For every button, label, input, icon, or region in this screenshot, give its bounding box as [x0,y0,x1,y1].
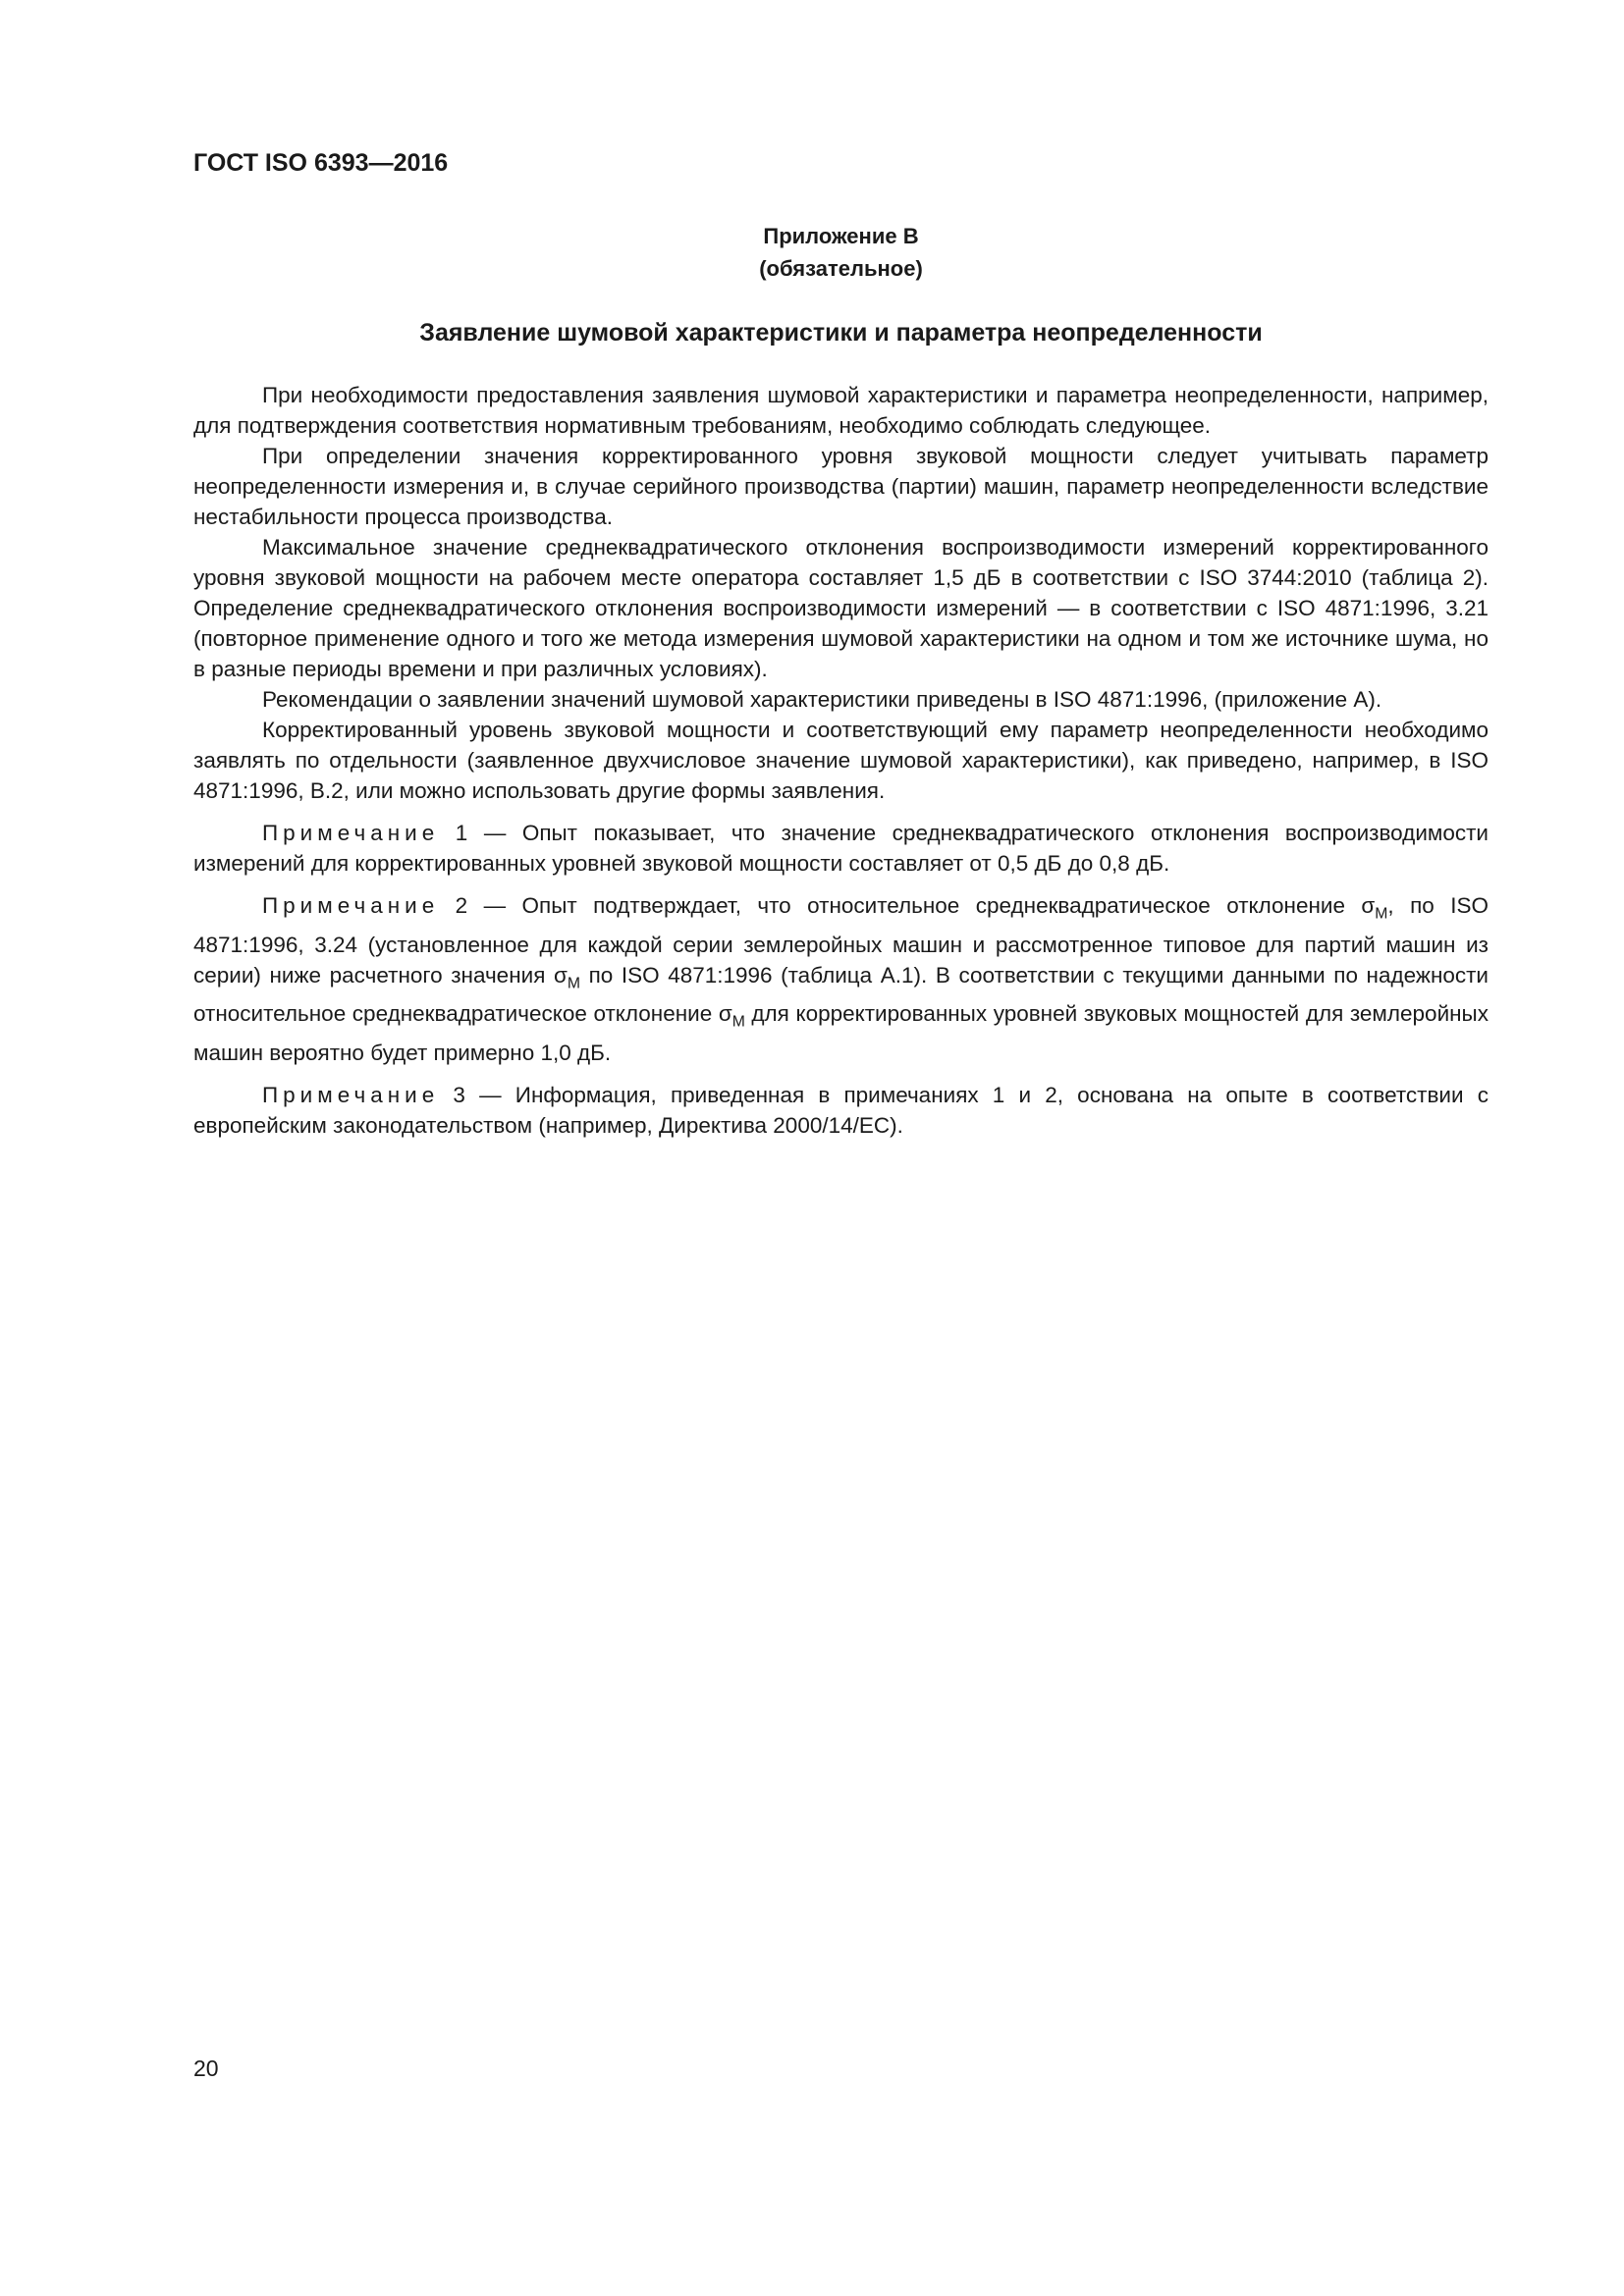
note-text: по ISO 4871:1996 (таблица А.1). В соответствии с текущими данными по надежности относительное среднеквадратическое отклонение σ [193,962,1489,1026]
note-1 [193,818,1489,879]
note-text: — Опыт показывает, что значение среднеквадратического отклонения воспроизводимости измерений для корректированных уровней звуковой мощности составляет от 0,5 дБ до 0,8 дБ. [193,821,1489,876]
note-text: для корректированных уровней звуковых мощностей для землеройных машин вероятно будет примерно 1,0 дБ. [193,1001,1489,1065]
note-text: — Опыт подтверждает, что относительное среднеквадратическое отклонение σ [483,893,1376,918]
sigma-subscript: M [731,1013,745,1031]
annex-title: Приложение В [763,224,919,248]
section-title: Заявление шумовой характеристики и параметра неопределенности [419,319,1263,347]
document-code-header: ГОСТ ISO 6393—2016 [193,149,449,177]
body-text [193,380,1489,1141]
note-number: 3 [453,1082,465,1107]
paragraph: Рекомендации о заявлении значений шумовой характеристики приведены в ISO 4871:1996, (приложение А). [262,687,1382,712]
paragraph: При необходимости предоставления заявления шумовой характеристики и параметра неопределенности, например, для подтверждения соответствия нормативным требованиям, необходимо соблюдать следующее. [193,383,1489,438]
paragraph: Максимальное значение среднеквадратического отклонения воспроизводимости измерений корректированного уровня звуковой мощности на рабочем месте оператора составляет 1,5 дБ в соответствии с ISO 3744:2010 (таблица 2). Определение среднеквадратического отклонения воспроизводимости измерений — в соответствии с ISO 4871:1996, 3.21 (повторное применение одного и того же метода измерения шумовой характеристики на одном и том же источнике шума, но в разные периоды времени и при различных условиях). [193,535,1489,681]
paragraph: Корректированный уровень звуковой мощности и соответствующий ему параметр неопределенности необходимо заявлять по отдельности (заявленное двухчисловое значение шумовой характеристики), как приведено, например, в ISO 4871:1996, В.2, или можно использовать другие формы заявления. [193,718,1489,803]
note-label: Примечание [262,821,440,845]
note-2 [193,890,1489,1068]
note-label: Примечание [262,1082,440,1107]
page-number: 20 [193,2056,219,2081]
note-number: 1 [455,821,468,845]
sigma-subscript: M [567,975,580,991]
sigma-subscript: M [1375,905,1388,923]
note-number: 2 [455,893,468,918]
note-3 [193,1080,1489,1141]
paragraph: При определении значения корректированного уровня звуковой мощности следует учитывать параметр неопределенности измерения и, в случае серийного производства (партии) машин, параметр неопределенности вследствие нестабильности процесса производства. [193,444,1489,529]
note-text: — Информация, приведенная в примечаниях 1 и 2, основана на опыте в соответствии с европейским законодательством (например, Директива 2000/14/ЕС). [193,1082,1489,1138]
note-label: Примечание [262,893,440,918]
note-text: , по ISO 4871:1996, 3.24 (установленное для каждой серии землеройных машин и рассмотренное типовое для партий машин из серии) ниже расчетного значения σ [193,893,1489,988]
annex-status: (обязательное) [759,256,923,281]
